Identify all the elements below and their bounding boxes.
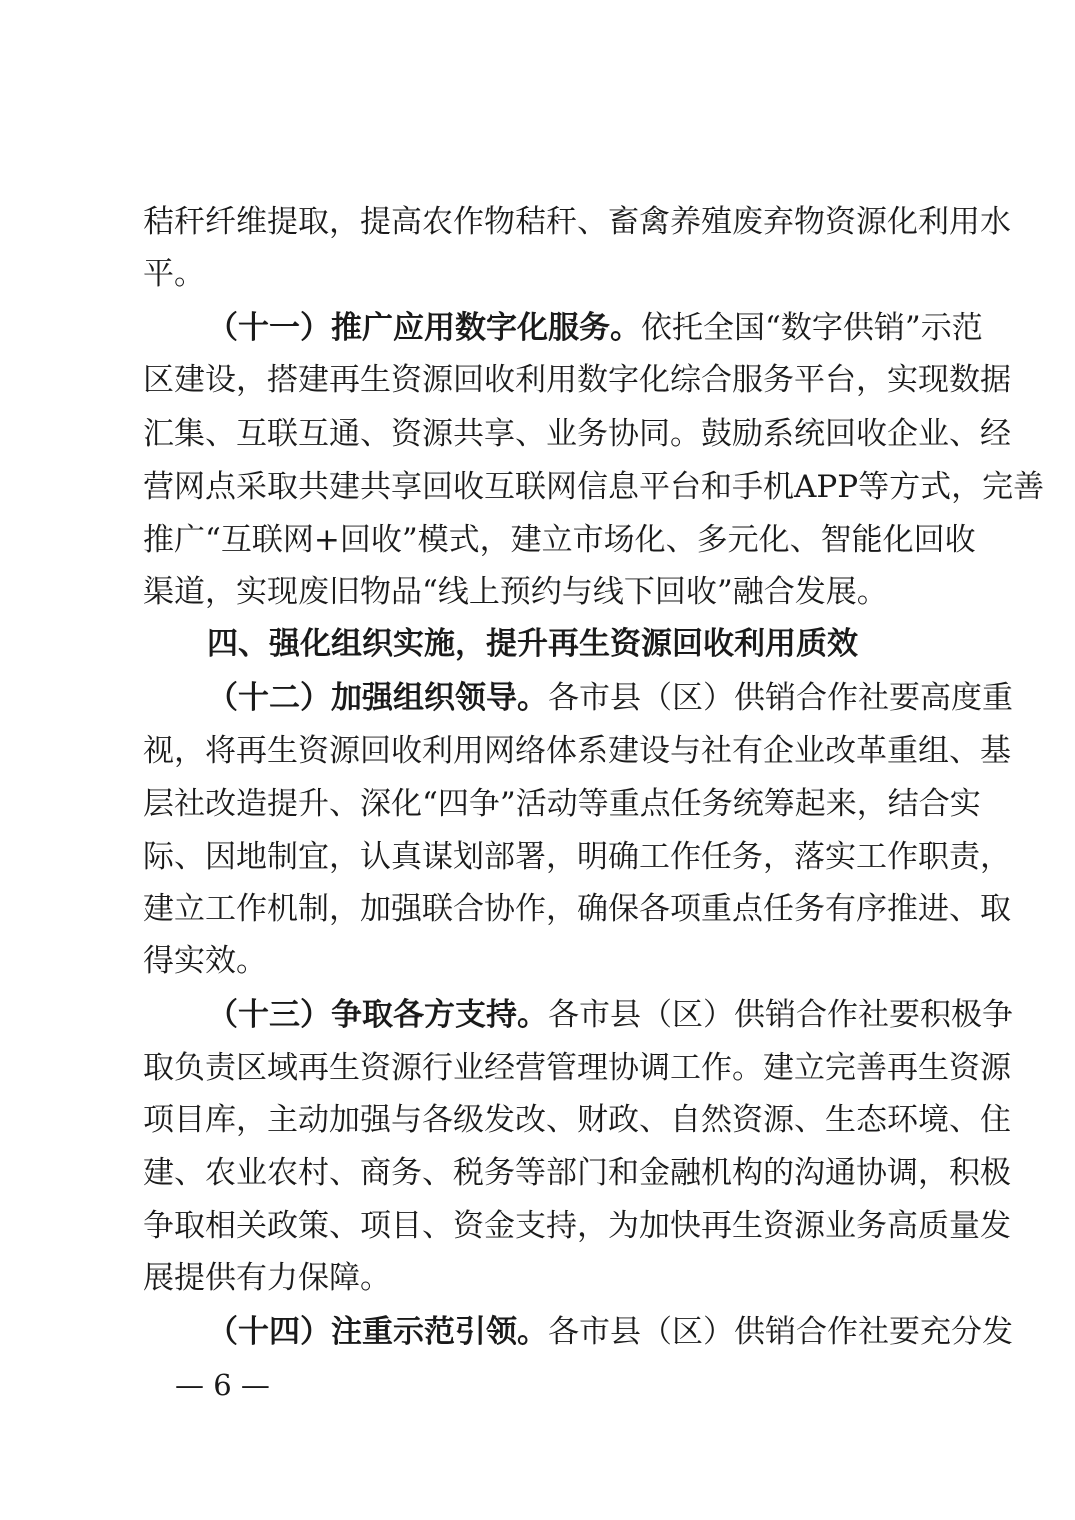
body-line: 营网点采取共建共享回收互联网信息平台和手机APP等方式，完善 <box>143 469 1045 505</box>
section-11-first-line: （十一）推广应用数字化服务。依托全国“数字供销”示范 <box>207 310 983 346</box>
body-line: 得实效。 <box>143 943 267 979</box>
body-line: 汇集、互联互通、资源共享、业务协同。鼓励系统回收企业、经 <box>143 416 1011 452</box>
body-line: 建立工作机制，加强联合协作，确保各项重点任务有序推进、取 <box>143 891 1011 927</box>
section-13-title: （十三）争取各方支持。 <box>207 997 548 1033</box>
section-12-title: （十二）加强组织领导。 <box>207 680 548 716</box>
section-11-title: （十一）推广应用数字化服务。 <box>207 310 641 346</box>
chapter-heading: 四、强化组织实施，提升再生资源回收利用质效 <box>207 626 858 662</box>
body-line: 际、因地制宜，认真谋划部署，明确工作任务，落实工作职责， <box>143 839 1011 875</box>
body-line: 层社改造提升、深化“四争”活动等重点任务统筹起来，结合实 <box>143 786 981 822</box>
body-line: 建、农业农村、商务、税务等部门和金融机构的沟通协调，积极 <box>143 1155 1011 1191</box>
section-13-first-line: （十三）争取各方支持。各市县（区）供销合作社要积极争 <box>207 997 1013 1033</box>
body-line: 项目库，主动加强与各级发改、财政、自然资源、生态环境、住 <box>143 1102 1011 1138</box>
body-line: 区建设，搭建再生资源回收利用数字化综合服务平台，实现数据 <box>143 362 1011 398</box>
body-line: 争取相关政策、项目、资金支持，为加快再生资源业务高质量发 <box>143 1208 1011 1244</box>
section-12-first-line: （十二）加强组织领导。各市县（区）供销合作社要高度重 <box>207 680 1013 716</box>
body-line: 展提供有力保障。 <box>143 1260 391 1296</box>
body-line: 取负责区域再生资源行业经营管理协调工作。建立完善再生资源 <box>143 1050 1011 1086</box>
body-line: 秸秆纤维提取，提高农作物秸秆、畜禽养殖废弃物资源化利用水 <box>143 204 1011 240</box>
section-14-first-line: （十四）注重示范引领。各市县（区）供销合作社要充分发 <box>207 1314 1013 1350</box>
body-line: 平。 <box>143 256 205 292</box>
body-line: 推广“互联网+回收”模式，建立市场化、多元化、智能化回收 <box>143 522 976 558</box>
body-line: 渠道，实现废旧物品“线上预约与线下回收”融合发展。 <box>143 574 888 610</box>
body-line: 视，将再生资源回收利用网络体系建设与社有企业改革重组、基 <box>143 733 1011 769</box>
page-number: — 6 — <box>175 1368 270 1402</box>
section-14-title: （十四）注重示范引领。 <box>207 1314 548 1350</box>
